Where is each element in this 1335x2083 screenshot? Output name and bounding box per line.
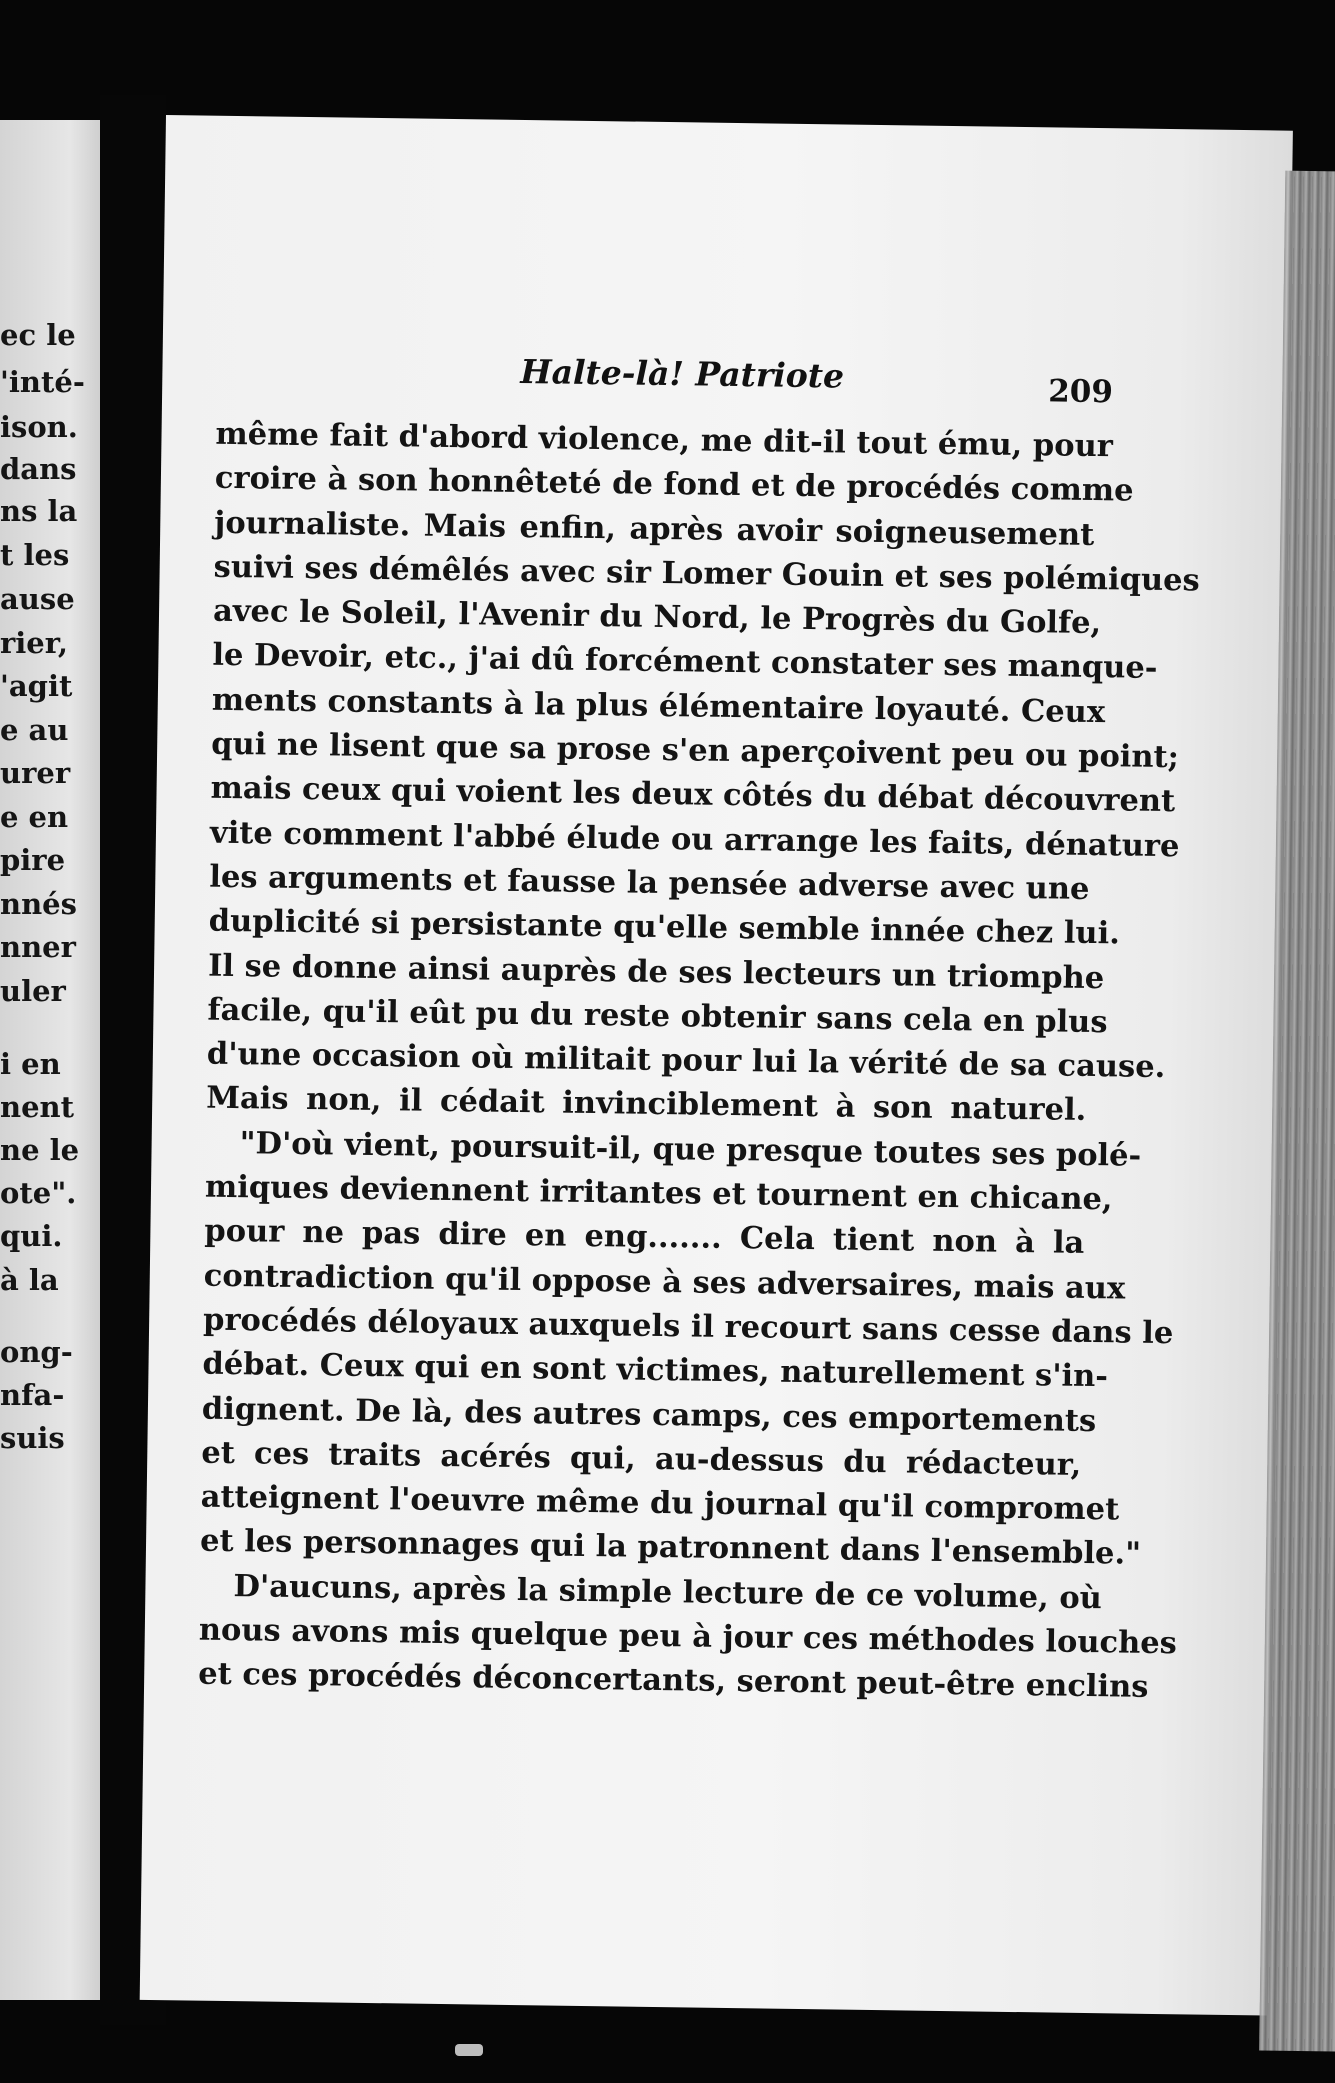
text-line: Mais non, il cédait invinciblement à son naturel. [206, 1080, 1087, 1129]
left-page-line: ne le [0, 1133, 80, 1167]
scan-speck [455, 2044, 483, 2056]
left-page-line: nnés [0, 887, 77, 921]
text-line: "D'où vient, poursuit-il, que presque toutes ses polé- [239, 1124, 1142, 1174]
left-page-line: rier, [0, 626, 69, 660]
left-page-line: ong- [0, 1335, 73, 1369]
text-line: les arguments et fausse la pensée adverse avec une [209, 858, 1090, 907]
text-line: vite comment l'abbé élude ou arrange les faits, dénature [209, 814, 1180, 864]
text-line: mais ceux qui voient les deux côtés du débat découvrent [210, 770, 1176, 820]
left-page-line: nfa- [0, 1378, 65, 1412]
running-title: Halte-là! Patriote [520, 351, 845, 396]
text-line: journaliste. Mais enfin, après avoir soigneusement [214, 504, 1095, 553]
left-page-line: à la [0, 1263, 59, 1297]
body-text [197, 412, 1200, 1709]
text-line: ments constants à la plus élémentaire loyauté. Ceux [211, 681, 1106, 730]
left-page-line: e en [0, 800, 69, 834]
book-page [140, 115, 1293, 2016]
left-page-line: qui. [0, 1219, 63, 1253]
left-page-line: pire [0, 843, 66, 877]
left-page-line: ause [0, 582, 75, 616]
left-page-line: i en [0, 1047, 61, 1081]
text-line: pour ne pas dire en eng....... Cela tient non à la [204, 1212, 1085, 1262]
left-facing-page [0, 120, 100, 2000]
text-line: et ces traits acérés qui, au-dessus du rédacteur, [201, 1434, 1082, 1483]
text-line: miques deviennent irritantes et tournent en chicane, [204, 1168, 1113, 1218]
left-page-line: 'agit [0, 669, 73, 703]
text-line: contradiction qu'il oppose à ses adversaires, mais aux [203, 1257, 1126, 1307]
text-line: Il se donne ainsi auprès de ses lecteurs un triomphe [207, 947, 1105, 996]
text-line: dignent. De là, des autres camps, ces emportements [201, 1390, 1097, 1439]
text-line: avec le Soleil, l'Avenir du Nord, le Progrès du Golfe, [212, 592, 1102, 642]
page-header [163, 347, 1290, 411]
text-line: d'une occasion où militait pour lui la vérité de sa cause. [206, 1035, 1166, 1086]
left-page-line: ote". [0, 1176, 77, 1210]
text-line: débat. Ceux qui en sont victimes, naturellement s'in- [202, 1345, 1109, 1395]
text-line: nous avons mis quelque peu à jour ces méthodes louches [198, 1611, 1178, 1662]
text-line: croire à son honnêteté de fond et de procédés comme [214, 460, 1134, 509]
text-line: procédés déloyaux auxquels il recourt sans cesse dans le [202, 1301, 1174, 1352]
left-page-line: ec le [0, 318, 76, 352]
text-line: le Devoir, etc., j'ai dû forcément constater ses manque- [212, 637, 1158, 687]
left-page-line: e au [0, 713, 69, 747]
text-line: atteignent l'oeuvre même du journal qu'il compromet [200, 1478, 1120, 1528]
left-page-line: uler [0, 974, 66, 1008]
left-page-line: suis [0, 1421, 65, 1455]
left-page-line: ison. [0, 410, 78, 444]
left-page-line: urer [0, 756, 71, 790]
left-page-line: t les [0, 538, 70, 572]
page-number: 209 [1047, 373, 1114, 411]
left-page-line: nent [0, 1090, 75, 1124]
text-line: duplicité si persistante qu'elle semble innée chez lui. [208, 902, 1121, 952]
text-line: et les personnages qui la patronnent dans l'ensemble." [199, 1523, 1142, 1573]
text-line: même fait d'abord violence, me dit-il tout ému, pour [215, 415, 1114, 465]
text-line: D'aucuns, après la simple lecture de ce volume, où [233, 1567, 1103, 1616]
text-line: suivi ses démêlés avec sir Lomer Gouin et ses polémiques [213, 548, 1200, 599]
left-page-line: nner [0, 930, 76, 964]
text-line: facile, qu'il eût pu du reste obtenir sans cela en plus [207, 991, 1108, 1041]
page-edge [1259, 171, 1335, 2052]
left-page-line: 'inté- [0, 365, 85, 399]
text-line: qui ne lisent que sa prose s'en aperçoivent peu ou point; [210, 725, 1180, 776]
left-page-line: ns la [0, 494, 78, 528]
text-line: et ces procédés déconcertants, seront peut-être enclins [197, 1655, 1149, 1706]
left-page-line: dans [0, 452, 77, 486]
